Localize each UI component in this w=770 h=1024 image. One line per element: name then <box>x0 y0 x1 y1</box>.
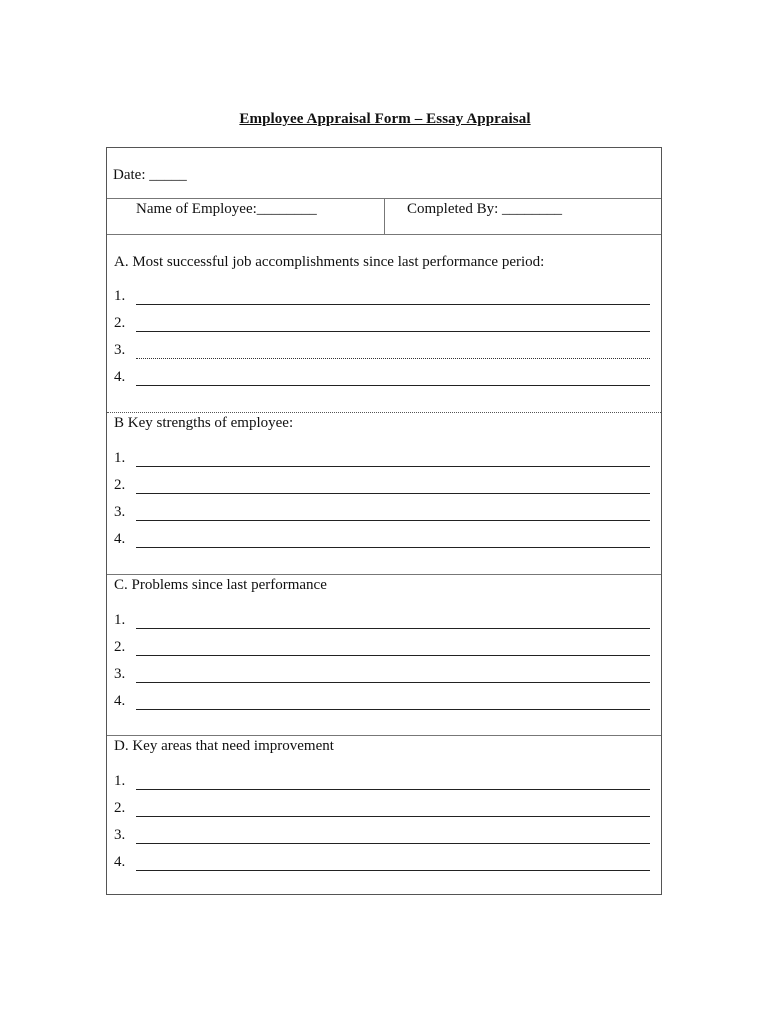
item-number: 2. <box>114 477 126 493</box>
list-item <box>114 315 650 335</box>
list-item <box>114 800 650 820</box>
answer-line[interactable] <box>136 358 650 359</box>
item-number: 2. <box>114 639 126 655</box>
item-number: 4. <box>114 854 126 870</box>
list-item <box>114 854 650 874</box>
list-item <box>114 773 650 793</box>
item-number: 2. <box>114 315 126 331</box>
answer-line[interactable] <box>136 843 650 844</box>
answer-line[interactable] <box>136 520 650 521</box>
answer-line[interactable] <box>136 870 650 871</box>
list-item <box>114 342 650 362</box>
section-heading: B Key strengths of employee: <box>114 415 294 431</box>
list-item <box>114 531 650 551</box>
section-strengths <box>107 413 661 575</box>
answer-line[interactable] <box>136 385 650 386</box>
answer-line[interactable] <box>136 547 650 548</box>
employee-name-field[interactable]: Name of Employee:________ <box>136 201 317 217</box>
list-item <box>114 639 650 659</box>
completed-by-field[interactable]: Completed By: ________ <box>407 201 562 217</box>
list-item <box>114 477 650 497</box>
appraisal-form <box>106 147 662 895</box>
item-number: 3. <box>114 504 126 520</box>
answer-line[interactable] <box>136 655 650 656</box>
section-accomplishments <box>107 235 661 413</box>
answer-line[interactable] <box>136 304 650 305</box>
employee-info-row <box>107 199 661 235</box>
item-number: 1. <box>114 773 126 789</box>
list-item <box>114 369 650 389</box>
list-item <box>114 450 650 470</box>
item-number: 1. <box>114 288 126 304</box>
section-improvement <box>107 736 661 894</box>
section-heading: A. Most successful job accomplishments since last performance period: <box>114 254 545 270</box>
item-number: 2. <box>114 800 126 816</box>
list-item <box>114 504 650 524</box>
item-number: 3. <box>114 827 126 843</box>
answer-line[interactable] <box>136 709 650 710</box>
answer-line[interactable] <box>136 816 650 817</box>
section-problems <box>107 575 661 736</box>
list-item <box>114 612 650 632</box>
item-number: 4. <box>114 531 126 547</box>
item-number: 4. <box>114 369 126 385</box>
section-heading: D. Key areas that need improvement <box>114 738 334 754</box>
list-item <box>114 693 650 713</box>
answer-line[interactable] <box>136 331 650 332</box>
date-field[interactable]: Date: _____ <box>113 167 187 183</box>
item-number: 4. <box>114 693 126 709</box>
item-number: 1. <box>114 450 126 466</box>
answer-line[interactable] <box>136 628 650 629</box>
list-item <box>114 666 650 686</box>
date-row <box>107 148 661 199</box>
answer-line[interactable] <box>136 493 650 494</box>
item-number: 1. <box>114 612 126 628</box>
list-item <box>114 827 650 847</box>
section-heading: C. Problems since last performance <box>114 577 327 593</box>
list-item <box>114 288 650 308</box>
employee-name-cell <box>107 199 385 234</box>
answer-line[interactable] <box>136 682 650 683</box>
item-number: 3. <box>114 342 126 358</box>
item-number: 3. <box>114 666 126 682</box>
answer-line[interactable] <box>136 789 650 790</box>
answer-line[interactable] <box>136 466 650 467</box>
form-title: Employee Appraisal Form – Essay Appraisal <box>239 111 531 127</box>
